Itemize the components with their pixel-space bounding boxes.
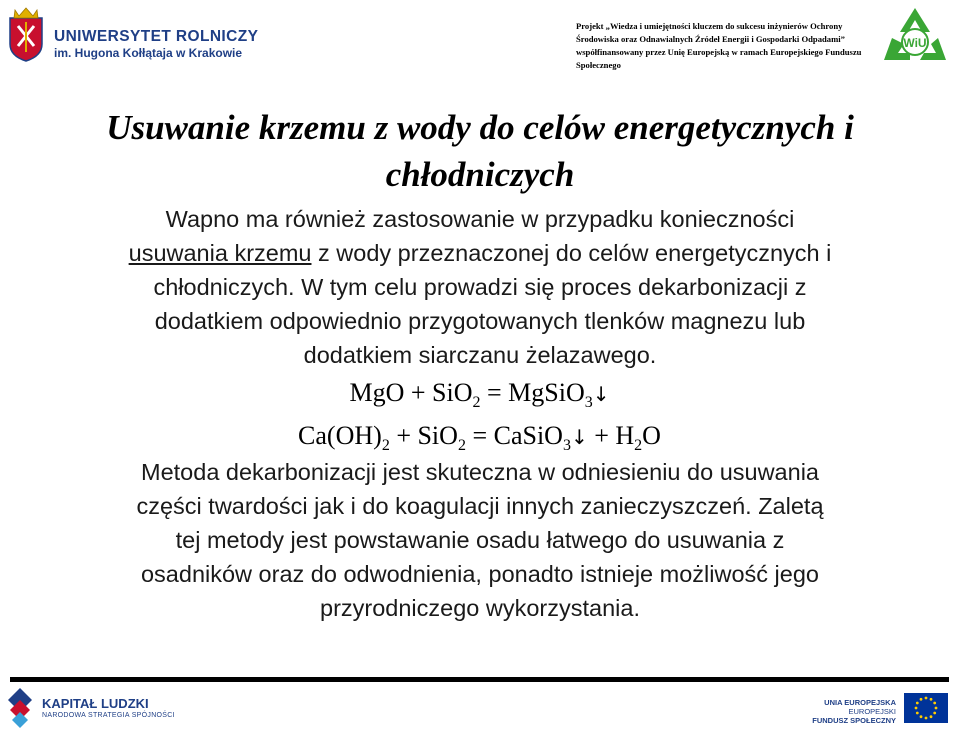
paragraph-line: chłodniczych. W tym celu prowadzi się proces dekarbonizacji z [153, 274, 807, 300]
page-title [40, 104, 920, 198]
paragraph-line: części twardości jak i do koagulacji innych zanieczyszczeń. Zaletą [136, 493, 824, 519]
eu-flag-icon [904, 693, 948, 723]
project-line: Projekt „Wiedza i umiejętności kluczem do sukcesu inżynierów Ochrony [576, 21, 843, 31]
precipitate-arrow-icon: ↓ [570, 425, 588, 449]
project-description [576, 20, 868, 72]
paragraph-line: dodatkiem siarczanu żelazawego. [303, 342, 657, 368]
paragraph-line: z wody przeznaczonej do celów energetycznych i [311, 240, 832, 266]
chemical-equation-mgo: MgO + SiO$_2$ = MgSiO$_3$↓ [349, 378, 610, 412]
method-paragraph [40, 455, 920, 625]
project-line: współfinansowany przez Unię Europejską w ramach Europejskiego Funduszu [576, 47, 862, 57]
paragraph-line: Metoda dekarbonizacji jest skuteczna w odniesieniu do usuwania [141, 459, 819, 485]
project-line: Społecznego [576, 60, 621, 70]
project-line: Środowiska oraz Odnawialnych Źródeł Energii i Gospodarki Odpadami” [576, 34, 845, 44]
chemical-equation-caoh: $Ca(OH)_2 + SiO_2$ = CaSiO$_3$↓ + $H_2O$ [298, 421, 661, 455]
paragraph-line: Wapno ma również zastosowanie w przypadku konieczności [165, 206, 795, 232]
kapital-ludzki-logo-icon [6, 686, 34, 730]
recycle-logo-text: WiU [903, 36, 927, 50]
header [0, 0, 959, 72]
title-line-2: chłodniczych [385, 155, 575, 194]
paragraph-line: przyrodniczego wykorzystania. [320, 595, 640, 621]
footer-divider [10, 677, 949, 682]
underlined-phrase: usuwania krzemu [128, 240, 312, 266]
university-crest-icon [8, 4, 44, 62]
kapital-ludzki-subtitle: NARODOWA STRATEGIA SPÓJNOŚCI [42, 712, 175, 719]
paragraph-line: dodatkiem odpowiednio przygotowanych tlenków magnezu lub [154, 308, 806, 334]
paragraph-line: tej metody jest powstawanie osadu łatwego do usuwania z [175, 527, 785, 553]
title-line-1: Usuwanie krzemu z wody do celów energetycznych i [106, 108, 854, 147]
university-name: UNIWERSYTET ROLNICZY [54, 28, 259, 45]
precipitate-arrow-icon: ↓ [592, 382, 610, 406]
eu-fund-label: UNIA EUROPEJSKA EUROPEJSKI FUNDUSZ SPOŁECZNY [812, 698, 896, 725]
intro-paragraph [40, 202, 920, 372]
paragraph-line: osadników oraz do odwodnienia, ponadto istnieje możliwość jego [140, 561, 819, 587]
university-subtitle: im. Hugona Kołłątaja w Krakowie [54, 46, 243, 60]
recycle-logo-icon [880, 4, 950, 70]
kapital-ludzki-title: KAPITAŁ LUDZKI [42, 696, 149, 711]
